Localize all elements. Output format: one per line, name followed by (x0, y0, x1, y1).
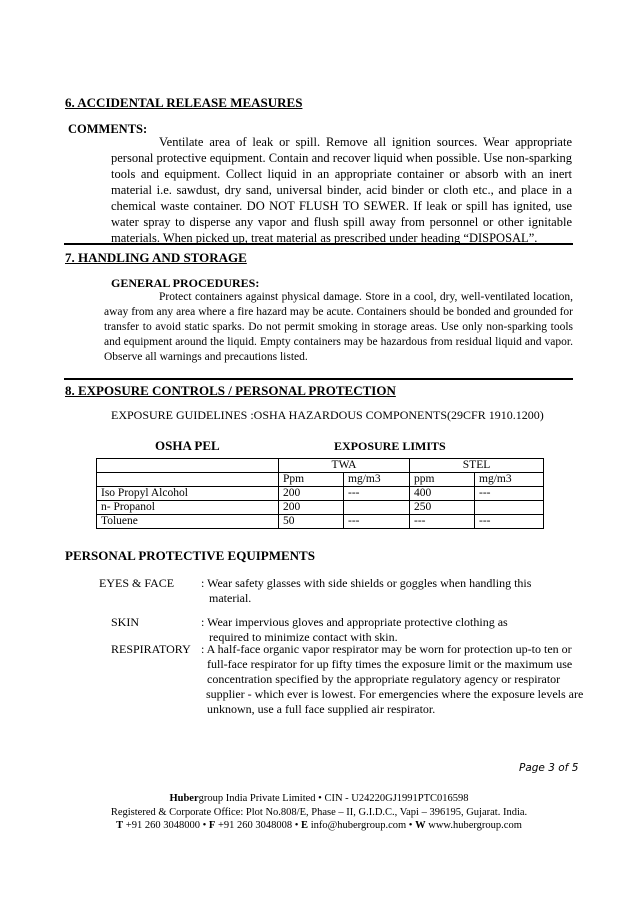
ppe-text-eyes (201, 576, 531, 606)
section-divider (64, 378, 573, 380)
footer-f-value: +91 260 3048008 • (215, 820, 302, 831)
ppe-line: concentration specified by the appropriate regulatory agency or respirator (207, 672, 561, 686)
unit-header: mg/m3 (344, 473, 410, 487)
footer-t-label: T (116, 820, 124, 831)
footer-e-value: info@hubergroup.com • (308, 820, 416, 831)
footer-company (0, 793, 638, 804)
footer-t-value: +91 260 3048000 • (123, 820, 209, 831)
general-procedures-label: GENERAL PROCEDURES: (111, 276, 260, 290)
table-row (97, 515, 544, 529)
section-divider (64, 243, 573, 245)
table-cell: 50 (279, 515, 344, 529)
table-cell (97, 473, 279, 487)
component-name: Toluene (97, 515, 279, 529)
ppe-line: : A half-face organic vapor respirator may be worn for protection up-to ten or (201, 642, 572, 656)
osha-pel-label: OSHA PEL (155, 438, 220, 453)
ppe-label-respiratory: RESPIRATORY (111, 642, 191, 656)
table-cell: 400 (410, 487, 475, 501)
table-unit-row (97, 473, 544, 487)
exposure-guidelines: EXPOSURE GUIDELINES :OSHA HAZARDOUS COMPONENTS(29CFR 1910.1200) (111, 408, 544, 422)
page-number: Page 3 of 5 (519, 762, 579, 774)
ppe-line: supplier - which ever is lowest. For emergencies where the exposure levels are (206, 687, 584, 701)
ppe-line: required to minimize contact with skin. (209, 630, 398, 644)
table-cell (97, 459, 279, 473)
footer-company-bold: Huber (169, 793, 199, 804)
unit-header: Ppm (279, 473, 344, 487)
exposure-limits-label: EXPOSURE LIMITS (334, 439, 446, 453)
footer-contacts (0, 820, 638, 831)
general-procedures-text: Protect containers against physical damage. Store in a cool, dry, well-ventilated location, away from any area where a fire hazard may be acute. Containers should be bonded and grounded for transfer to avoid static sparks. Do not permit smoking in storage areas. Use only non-sparking tools and equipment around the liquid. Empty containers may be hazardous from residual liquid and vapor. Observe all warnings and precautions listed. (104, 291, 573, 363)
table-row (97, 487, 544, 501)
table-cell: --- (410, 515, 475, 529)
ppe-line: unknown, use a full face supplied air respirator. (207, 702, 436, 716)
footer-office: Registered & Corporate Office: Plot No.808/E, Phase – II, G.I.D.C., Vapi – 396195, Gujarat. India. (110, 807, 528, 818)
footer-company-rest: group India Private Limited • CIN - U24220GJ1991PTC016598 (198, 793, 469, 804)
ppe-heading: PERSONAL PROTECTIVE EQUIPMENTS (65, 548, 315, 563)
table-cell: --- (475, 487, 544, 501)
ppe-line: : Wear impervious gloves and appropriate protective clothing as (201, 615, 508, 629)
exposure-limits-table (96, 458, 544, 529)
footer-f-label: F (208, 820, 216, 831)
section-7-heading: 7. HANDLING AND STORAGE (65, 250, 247, 265)
table-cell: 250 (410, 501, 475, 515)
footer-e-label: E (301, 820, 309, 831)
section-6-heading: 6. ACCIDENTAL RELEASE MEASURES (65, 95, 303, 110)
footer-w-label: W (415, 820, 426, 831)
comments-label: COMMENTS: (68, 122, 148, 136)
section-8-heading: 8. EXPOSURE CONTROLS / PERSONAL PROTECTION (65, 383, 396, 398)
table-cell: --- (344, 487, 410, 501)
component-name: Iso Propyl Alcohol (97, 487, 279, 501)
table-cell: 200 (279, 487, 344, 501)
footer-w-value: www.hubergroup.com (425, 820, 522, 831)
table-header-row (97, 459, 544, 473)
ppe-label-skin: SKIN (111, 615, 140, 629)
comments-text: Ventilate area of leak or spill. Remove all ignition sources. Wear appropriate personal protective equipment. Contain and recover liquid when possible. Use non-sparking tools and equipment. Collect liquid in an appropriate container or absorb with an inert material i.e. sawdust, dry sand, universal binder, acid binder or cloth etc., and place in a chemical waste container. DO NOT FLUSH TO SEWER. If leak or spill has ignited, use water spray to disperse any vapor and flush spill away from personnel or other ignitable materials. When picked up, treat material as prescribed under heading “DISPOSAL”. (111, 135, 572, 245)
table-cell (344, 501, 410, 515)
unit-header: ppm (410, 473, 475, 487)
table-cell: --- (475, 515, 544, 529)
twa-header: TWA (279, 459, 410, 473)
ppe-text-respiratory (201, 642, 583, 717)
ppe-line: full-face respirator for up fifty times the exposure limit or the maximum use (207, 657, 573, 671)
component-name: n- Propanol (97, 501, 279, 515)
table-row (97, 501, 544, 515)
stel-header: STEL (410, 459, 544, 473)
table-cell: --- (344, 515, 410, 529)
table-cell (475, 501, 544, 515)
ppe-line: material. (209, 591, 252, 605)
ppe-text-skin (201, 615, 508, 645)
ppe-line: : Wear safety glasses with side shields or goggles when handling this (201, 576, 532, 590)
table-cell: 200 (279, 501, 344, 515)
unit-header: mg/m3 (475, 473, 544, 487)
ppe-label-eyes: EYES & FACE (99, 576, 175, 590)
